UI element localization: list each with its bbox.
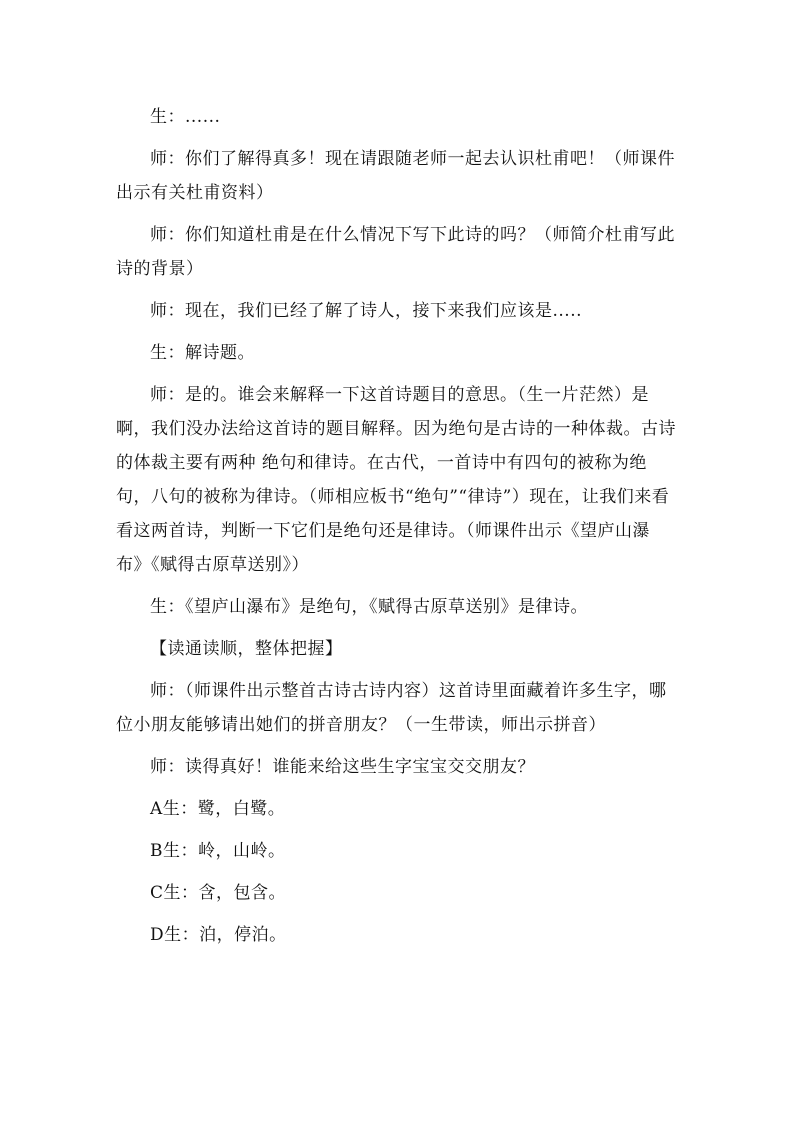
paragraph-teacher-poem-forms: 师：是的。谁会来解释一下这首诗题目的意思。（生一片茫然）是啊，我们没办法给这首诗的题目解释。因为绝句是古诗的一种体裁。古诗的体裁主要有两种 绝句和律诗。在古代，一首诗中有四句的被称为绝句，八句的被称为律诗。（师相应板书“绝句”“律诗”）现在，让我们来看看这两首诗，判断一下它们是绝句还是律诗。（师课件出示《望庐山瀑布》《赋得古原草送别》） (116, 385, 676, 575)
paragraph-student-answer: 生：《望庐山瀑布》是绝句，《赋得古原草送别》是律诗。 (150, 597, 588, 617)
paragraph-student-a: A生：鹭，白鹭。 (150, 799, 286, 819)
paragraph-teacher-pinyin: 师：（师课件出示整首古诗古诗内容）这首诗里面藏着许多生字，哪位小朋友能够请出她们的拼音朋友？（一生带读，师出示拼音） (116, 681, 667, 735)
section-heading: 【读通读顺，整体把握】 (150, 639, 343, 659)
paragraph-student-title: 生：解诗题。 (150, 343, 255, 363)
paragraph-student-b: B生：岭，山岭。 (150, 841, 286, 861)
paragraph-teacher-background: 师：你们知道杜甫是在什么情况下写下此诗的吗？（师简介杜甫写此诗的背景） (116, 225, 675, 279)
paragraph-teacher-next-step: 师：现在，我们已经了解了诗人，接下来我们应该是..... (150, 301, 583, 321)
paragraph-student-d: D生：泊，停泊。 (150, 925, 287, 945)
paragraph-student-c: C生：含，包含。 (150, 883, 287, 903)
paragraph-student-ellipsis: 生：...... (150, 107, 221, 127)
paragraph-teacher-praise: 师：读得真好！谁能来给这些生字宝宝交交朋友？ (150, 757, 535, 777)
paragraph-teacher-dufu-intro: 师：你们了解得真多！现在请跟随老师一起去认识杜甫吧！（师课件出示有关杜甫资料） (116, 149, 675, 203)
document-body (116, 100, 676, 960)
